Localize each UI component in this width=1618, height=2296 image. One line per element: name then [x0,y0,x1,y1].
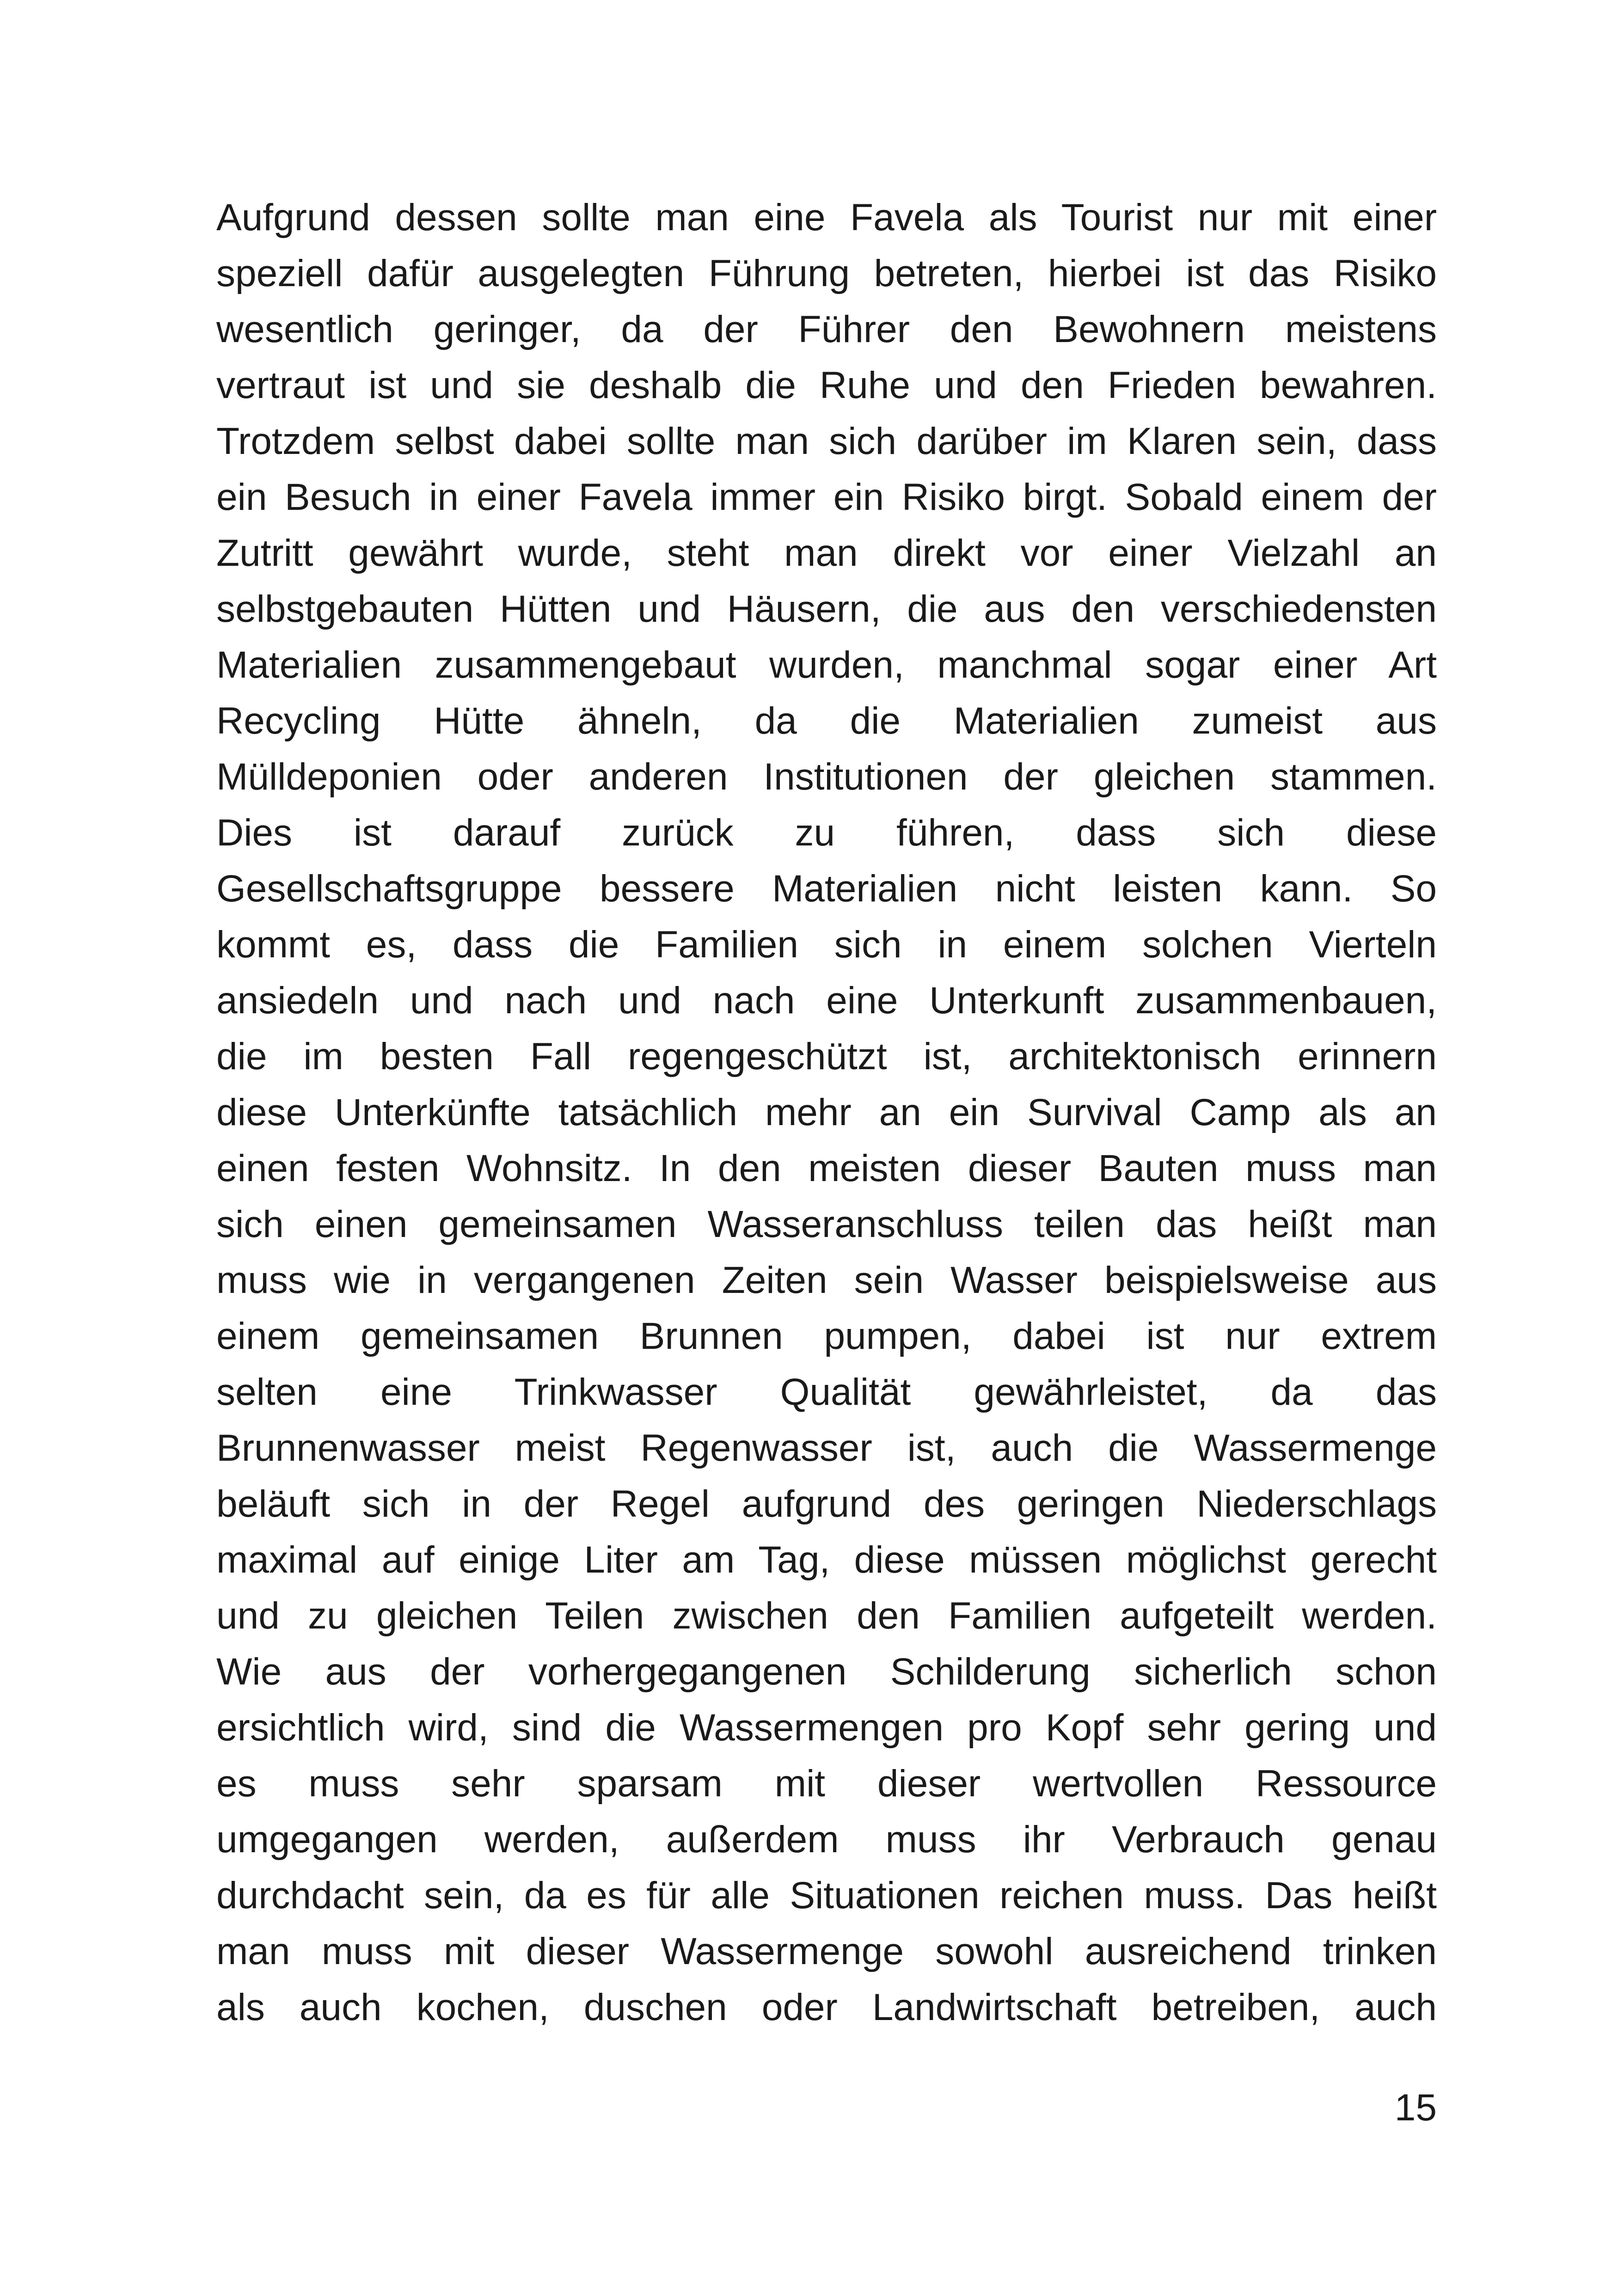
text-line: einem gemeinsamen Brunnen pumpen, dabei ist nur extrem [216,1315,1437,1357]
text-line: man muss mit dieser Wassermenge sowohl ausreichend trinken [216,1930,1437,1972]
text-line: ein Besuch in einer Favela immer ein Risiko birgt. Sobald einem der [216,476,1437,518]
text-line: Mülldeponien oder anderen Institutionen der gleichen stammen. [216,756,1437,798]
text-line: wesentlich geringer, da der Führer den Bewohnern meistens [216,308,1437,350]
text-line: Materialien zusammengebaut wurden, manchmal sogar einer Art [216,644,1437,686]
text-line: selten eine Trinkwasser Qualität gewährleistet, da das [216,1371,1437,1413]
text-line: als auch kochen, duschen oder Landwirtschaft betreiben, auch [216,1986,1437,2028]
text-line: Gesellschaftsgruppe bessere Materialien nicht leisten kann. So [216,868,1437,910]
text-line: Brunnenwasser meist Regenwasser ist, auch die Wassermenge [216,1427,1437,1469]
text-line: die im besten Fall regengeschützt ist, architektonisch erinnern [216,1035,1437,1078]
text-line: Recycling Hütte ähneln, da die Materialien zumeist aus [216,700,1437,742]
text-line: und zu gleichen Teilen zwischen den Familien aufgeteilt werden. [216,1595,1437,1637]
text-line: vertraut ist und sie deshalb die Ruhe und den Frieden bewahren. [216,364,1437,406]
text-line: umgegangen werden, außerdem muss ihr Verbrauch genau [216,1818,1437,1861]
text-line: muss wie in vergangenen Zeiten sein Wasser beispielsweise aus [216,1259,1437,1301]
text-line: Aufgrund dessen sollte man eine Favela als Tourist nur mit einer [216,196,1437,239]
text-line: diese Unterkünfte tatsächlich mehr an ein Survival Camp als an [216,1091,1437,1133]
text-line: Wie aus der vorhergegangenen Schilderung sicherlich schon [216,1651,1437,1693]
text-line: speziell dafür ausgelegten Führung betreten, hierbei ist das Risiko [216,252,1437,294]
text-line: ersichtlich wird, sind die Wassermengen pro Kopf sehr gering und [216,1707,1437,1749]
body-text [216,190,1437,2035]
text-line: durchdacht sein, da es für alle Situationen reichen muss. Das heißt [216,1874,1437,1916]
text-line: es muss sehr sparsam mit dieser wertvollen Ressource [216,1763,1437,1805]
text-line: Zutritt gewährt wurde, steht man direkt vor einer Vielzahl an [216,532,1437,574]
page-number: 15 [1394,2087,1437,2129]
text-line: selbstgebauten Hütten und Häusern, die aus den verschiedensten [216,588,1437,630]
text-line: kommt es, dass die Familien sich in einem solchen Vierteln [216,924,1437,966]
text-line: ansiedeln und nach und nach eine Unterkunft zusammenbauen, [216,980,1437,1022]
text-line: Trotzdem selbst dabei sollte man sich darüber im Klaren sein, dass [216,420,1437,462]
text-line: sich einen gemeinsamen Wasseranschluss teilen das heißt man [216,1203,1437,1245]
text-line: Dies ist darauf zurück zu führen, dass sich diese [216,812,1437,854]
text-line: beläuft sich in der Regel aufgrund des geringen Niederschlags [216,1483,1437,1525]
text-line: maximal auf einige Liter am Tag, diese müssen möglichst gerecht [216,1539,1437,1581]
text-line: einen festen Wohnsitz. In den meisten dieser Bauten muss man [216,1147,1437,1189]
